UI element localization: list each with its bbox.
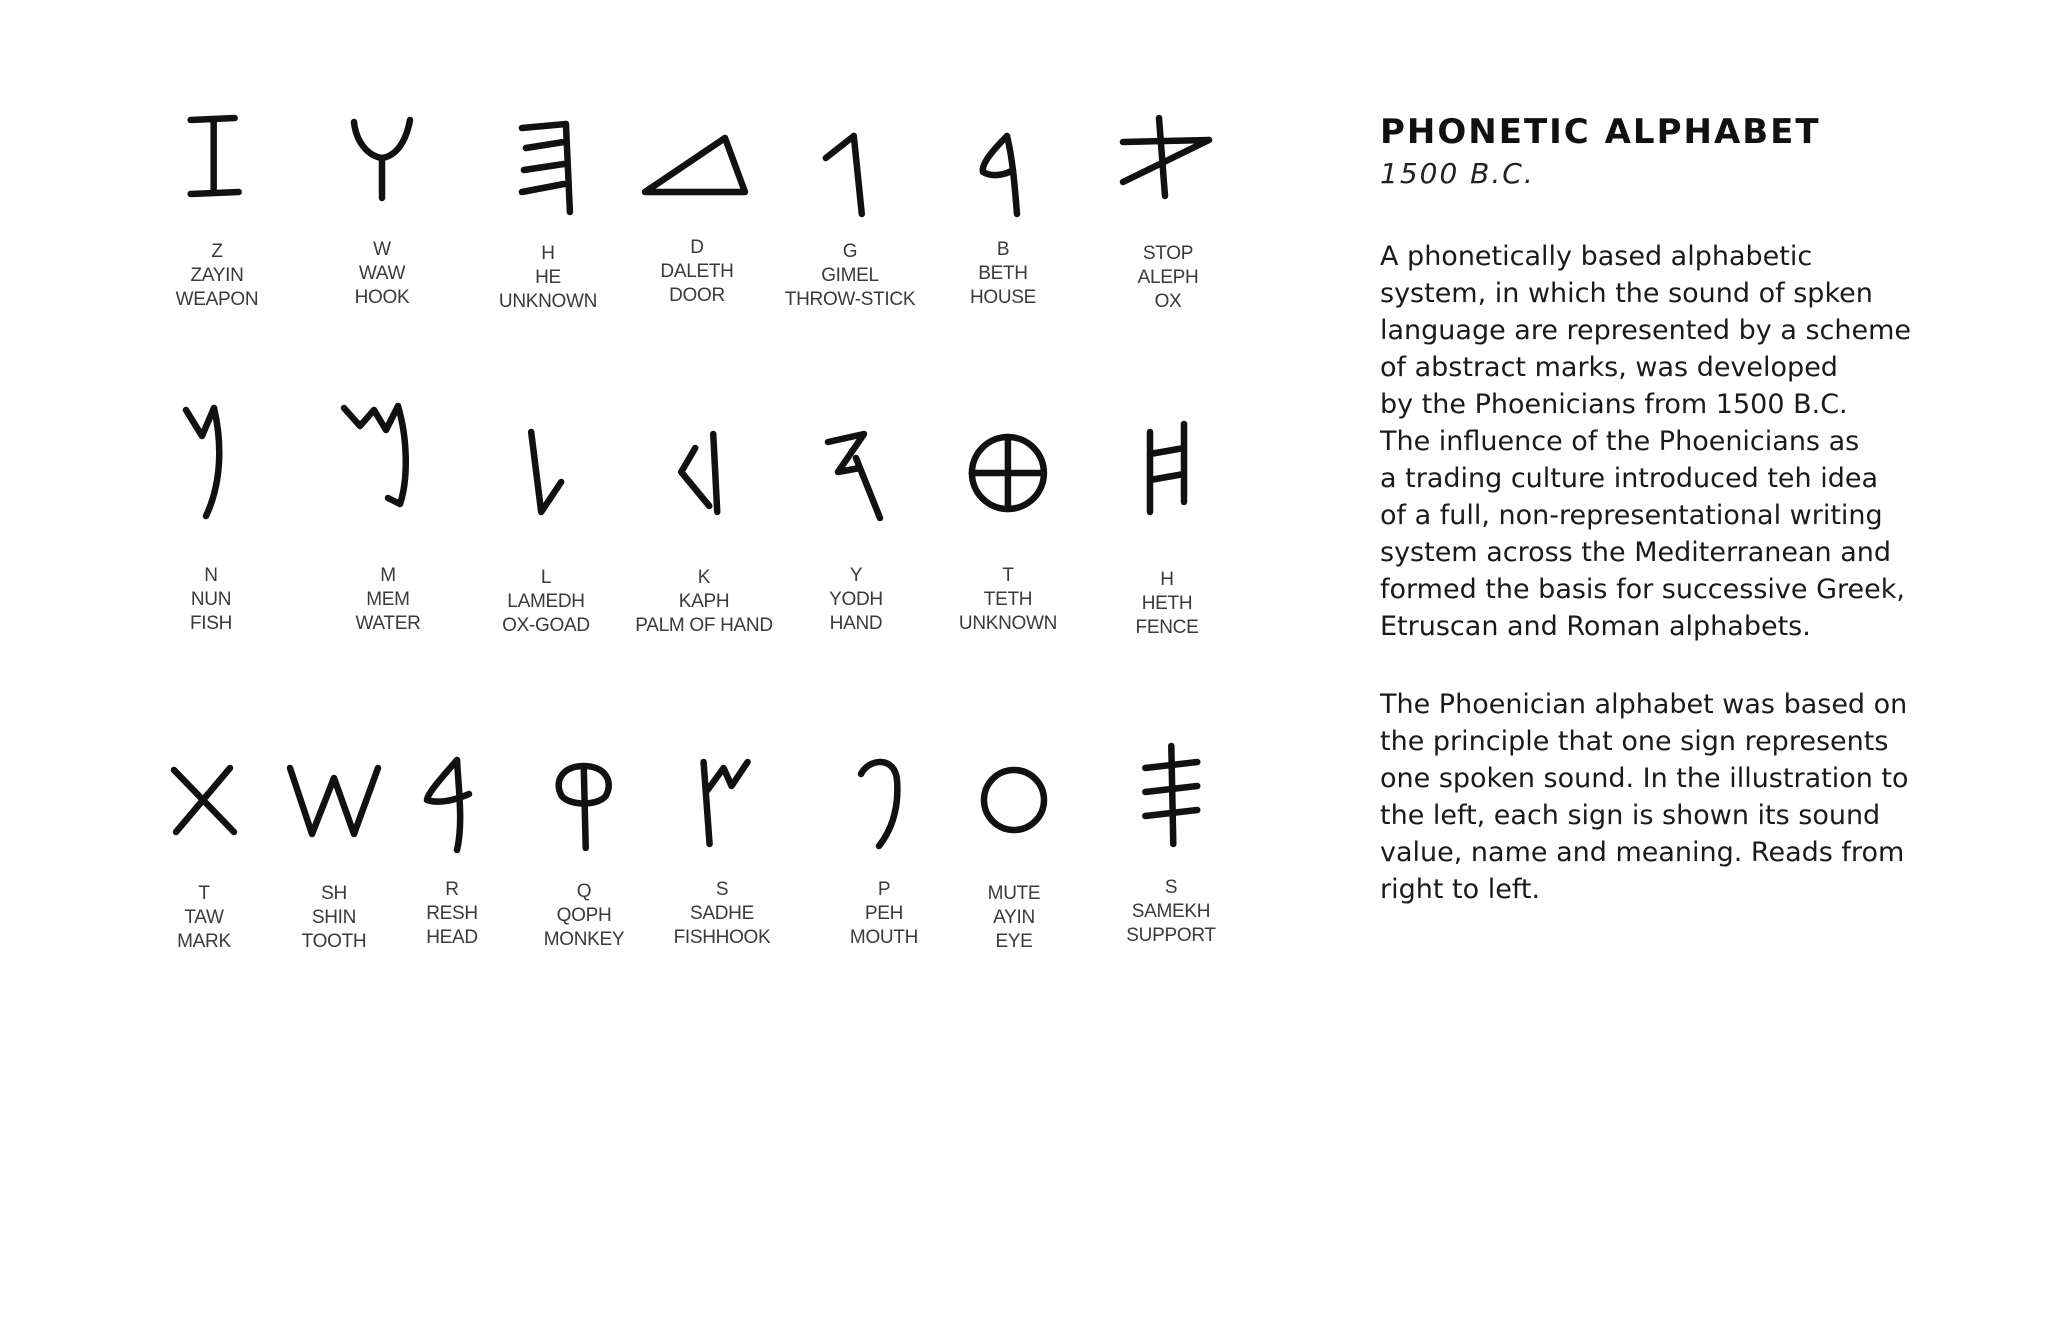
sound-value: M (380, 565, 396, 586)
letter-name: PEH (864, 903, 904, 924)
letter-waw (342, 112, 422, 310)
text-line: value, name and meaning. Reads from (1380, 837, 1905, 868)
letter-name: LAMEDH (507, 591, 585, 612)
letter-gimel (785, 128, 915, 312)
text-line: system across the Mediterranean and (1380, 537, 1891, 568)
beth-glyph-icon (963, 130, 1043, 220)
sound-value: MUTE (987, 883, 1041, 904)
ayin-glyph-icon (974, 760, 1054, 840)
letter-name: SAMEKH (1131, 901, 1211, 922)
sound-value: Y (849, 565, 863, 586)
letter-meaning: TOOTH (301, 931, 367, 952)
letter-name: TETH (983, 589, 1033, 610)
letter-name: TAW (184, 907, 224, 928)
letter-sadhe (674, 752, 771, 950)
letter-daleth (637, 130, 757, 308)
gimel-glyph-icon (810, 128, 890, 218)
text-line: The influence of the Phoenicians as (1380, 426, 1860, 457)
letter-meaning: WEAPON (175, 289, 259, 310)
letter-name: SHIN (311, 907, 357, 928)
letter-heth (1132, 418, 1202, 640)
sound-value: H (541, 243, 555, 264)
letter-meaning: MARK (177, 931, 231, 952)
letter-meaning: HOUSE (969, 287, 1037, 308)
daleth-glyph-icon (637, 130, 757, 200)
text-line: by the Phoenicians from 1500 B.C. (1380, 389, 1848, 420)
text-line: of a full, non-representational writing (1380, 500, 1883, 531)
letter-meaning: THROW-STICK (784, 289, 916, 310)
text-line: the left, each sign is shown its sound (1380, 800, 1881, 831)
letter-samekh (1126, 740, 1215, 948)
letter-name: AYIN (993, 907, 1035, 928)
letter-meaning: EYE (995, 931, 1033, 952)
letter-meaning: WATER (355, 613, 421, 634)
letter-meaning: MONKEY (543, 929, 625, 950)
sound-value: N (204, 565, 218, 586)
qoph-glyph-icon (544, 758, 624, 854)
sound-value: K (697, 567, 711, 588)
paragraph-intro (1380, 238, 1940, 645)
sound-value: T (198, 883, 210, 904)
letter-name: MEM (366, 589, 410, 610)
text-line: A phonetically based alphabetic (1380, 241, 1813, 272)
letter-shin (284, 760, 384, 954)
text-line: formed the basis for successive Greek, (1380, 574, 1905, 605)
sound-value: T (1002, 565, 1014, 586)
letter-name: ZAYIN (190, 265, 244, 286)
peh-glyph-icon (849, 752, 919, 852)
sound-value: P (877, 879, 891, 900)
resh-glyph-icon (417, 754, 487, 854)
letter-name: KAPH (678, 591, 730, 612)
letter-name: SADHE (690, 903, 754, 924)
letter-name: RESH (426, 903, 478, 924)
lamedh-glyph-icon (511, 424, 581, 520)
yodh-glyph-icon (816, 428, 896, 524)
letter-beth (963, 130, 1043, 310)
letter-meaning: FISH (189, 613, 233, 634)
article-date: 1500 B.C. (1380, 157, 1535, 190)
kaph-glyph-icon (669, 428, 739, 518)
sound-value: D (690, 237, 704, 258)
letter-he (499, 118, 597, 314)
mem-glyph-icon (338, 400, 438, 510)
text-line: system, in which the sound of spken (1380, 278, 1873, 309)
letter-meaning: FISHHOOK (673, 927, 771, 948)
letter-name: DALETH (660, 261, 734, 282)
sound-value: B (996, 239, 1010, 260)
letter-resh (417, 754, 487, 950)
sound-value: H (1160, 569, 1174, 590)
taw-glyph-icon (164, 760, 244, 840)
text-line: one spoken sound. In the illustration to (1380, 763, 1909, 794)
letter-meaning: HAND (829, 613, 883, 634)
sound-value: SH (321, 883, 347, 904)
letter-meaning: PALM OF HAND (635, 615, 773, 636)
letter-lamedh (502, 424, 590, 638)
text-line: a trading culture introduced teh idea (1380, 463, 1879, 494)
letter-meaning: UNKNOWN (958, 613, 1058, 634)
sadhe-glyph-icon (682, 752, 762, 852)
sound-value: L (540, 567, 552, 588)
samekh-glyph-icon (1131, 740, 1211, 850)
paragraph-principle (1380, 686, 1940, 908)
text-line: Etruscan and Roman alphabets. (1380, 611, 1811, 642)
letter-meaning: OX-GOAD (502, 615, 590, 636)
letter-name: QOPH (556, 905, 612, 926)
text-line: language are represented by a scheme (1380, 315, 1911, 346)
waw-glyph-icon (342, 112, 422, 202)
letter-yodh (816, 428, 896, 636)
letter-meaning: SUPPORT (1126, 925, 1216, 946)
sound-value: Z (211, 241, 223, 262)
letter-meaning: OX (1154, 291, 1182, 312)
zayin-glyph-icon (177, 112, 257, 202)
nun-glyph-icon (176, 402, 246, 522)
sound-value: S (1164, 877, 1178, 898)
text-line: right to left. (1380, 874, 1541, 905)
text-line: the principle that one sign represents (1380, 726, 1889, 757)
letter-nun (176, 402, 246, 636)
letter-kaph (635, 428, 773, 638)
heth-glyph-icon (1132, 418, 1202, 518)
letter-name: GIMEL (821, 265, 879, 286)
letter-meaning: DOOR (669, 285, 725, 306)
letter-name: YODH (829, 589, 883, 610)
letter-name: WAW (358, 263, 406, 284)
letter-teth (959, 428, 1057, 636)
sound-value: R (445, 879, 459, 900)
aleph-glyph-icon (1113, 112, 1223, 202)
letter-name: NUN (190, 589, 232, 610)
letter-mem (338, 400, 438, 636)
he-glyph-icon (508, 118, 588, 214)
teth-glyph-icon (963, 428, 1053, 518)
letter-meaning: MOUTH (849, 927, 919, 948)
letter-name: BETH (978, 263, 1028, 284)
letter-name: HE (535, 267, 561, 288)
sound-value: Q (576, 881, 592, 902)
sound-value: STOP (1142, 243, 1194, 264)
article (1380, 110, 1940, 908)
letter-name: HETH (1141, 593, 1193, 614)
letter-name: ALEPH (1137, 267, 1199, 288)
letter-meaning: HEAD (426, 927, 478, 948)
letter-zayin (176, 112, 259, 312)
sound-value: G (842, 241, 858, 262)
letter-qoph (544, 758, 625, 952)
sound-value: W (373, 239, 391, 260)
letter-meaning: HOOK (354, 287, 410, 308)
letter-ayin (974, 760, 1054, 954)
letter-meaning: UNKNOWN (498, 291, 598, 312)
text-line: of abstract marks, was developed (1380, 352, 1838, 383)
text-line: The Phoenician alphabet was based on (1380, 689, 1908, 720)
article-title: PHONETIC ALPHABET (1380, 112, 1821, 152)
shin-glyph-icon (284, 760, 384, 840)
letter-peh (849, 752, 919, 950)
letter-aleph (1113, 112, 1223, 314)
letter-meaning: FENCE (1135, 617, 1199, 638)
sound-value: S (715, 879, 729, 900)
letter-taw (164, 760, 244, 954)
